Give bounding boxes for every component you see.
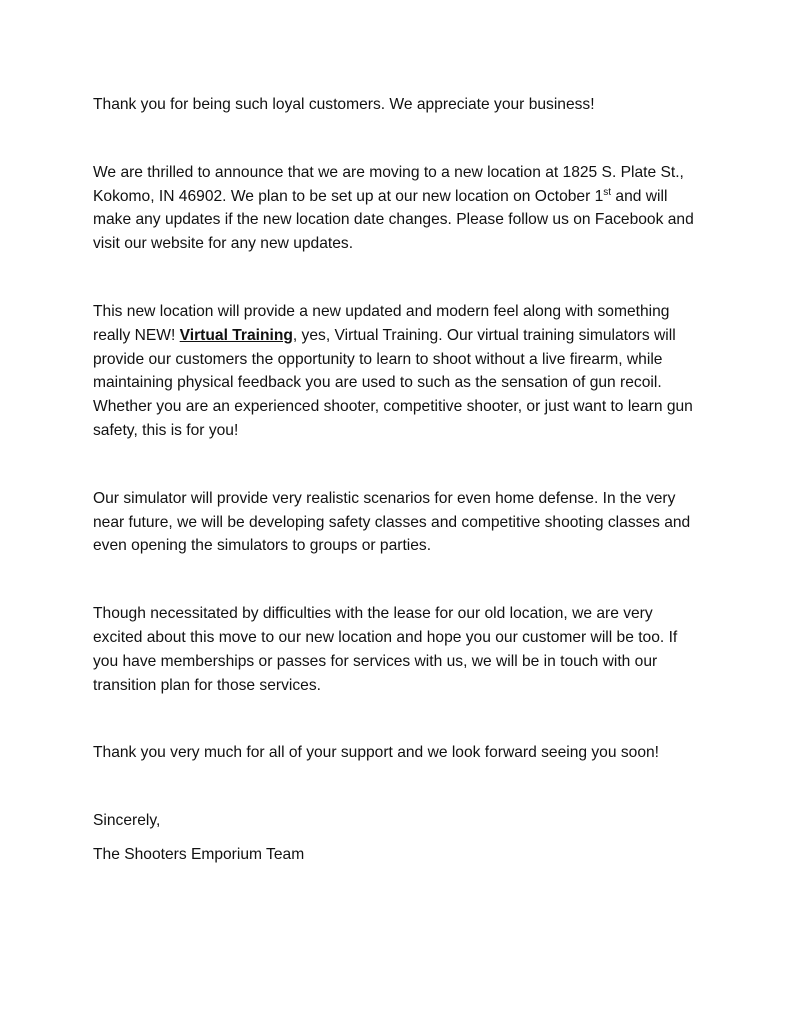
lease-paragraph: Though necessitated by difficulties with the lease for our old location, we are very excited about this move to our new location and hope you our customer will be too. If you have memberships or passes for services with us, we will be in touch with our transition plan for those services. bbox=[93, 605, 678, 694]
relocation-text-continued: and will make any updates if the new location date changes. Please follow us on Facebook and visit our website for any new updates. bbox=[93, 187, 694, 253]
ordinal-suffix: st bbox=[603, 186, 612, 198]
virtual-description-text: , yes, Virtual Training. Our virtual training simulators will provide our customers the opportunity to learn to shoot without a live firearm, while maintaining physical feedback you are used to such as the sensation of gun recoil. Whether you are an experienced shooter, competitive shooter, or just want to learn gun safety, this is for you! bbox=[93, 326, 693, 439]
virtual-intro-text: This new location will provide a new updated and modern feel along with something really NEW! bbox=[93, 302, 670, 344]
greeting-paragraph: Thank you for being such loyal customers. We appreciate your business! bbox=[93, 96, 595, 113]
signature-line: The Shooters Emporium Team bbox=[93, 845, 305, 863]
relocation-text: We are thrilled to announce that we are moving to a new location at 1825 S. Plate St., Kokomo, IN 46902. We plan to be set up at our new location on October 1 bbox=[93, 163, 684, 205]
relocation-paragraph bbox=[93, 161, 703, 256]
letter-body bbox=[93, 93, 703, 867]
virtual-training-paragraph bbox=[93, 300, 703, 443]
closing-line: Sincerely, bbox=[93, 812, 161, 830]
thanks-paragraph: Thank you very much for all of your support and we look forward seeing you soon! bbox=[93, 744, 660, 762]
simulator-paragraph: Our simulator will provide very realistic scenarios for even home defense. In the very near future, we will be developing safety classes and competitive shooting classes and even opening the simulators to groups or parties. bbox=[93, 489, 691, 555]
virtual-training-highlight: Virtual Training bbox=[179, 326, 293, 344]
